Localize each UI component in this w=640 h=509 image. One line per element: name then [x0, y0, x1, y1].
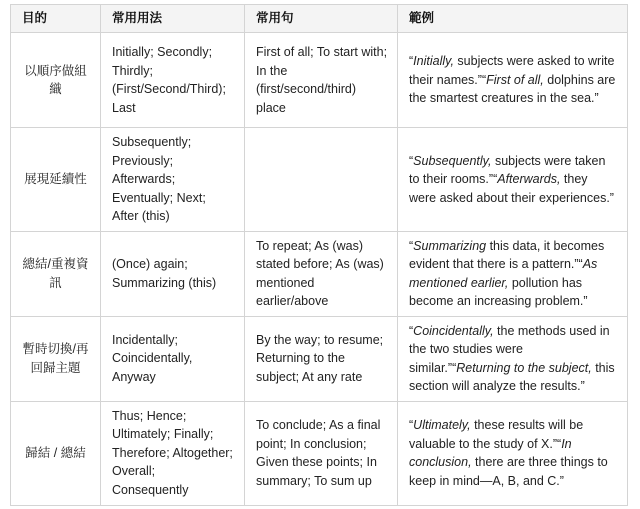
usage-line: Incidentally;: [112, 332, 179, 347]
phrases-cell: [245, 128, 398, 232]
example-emphasis: Afterwards,: [497, 172, 561, 186]
example-cell: “Ultimately, these results will be valuable to the study of X.”“In conclusion, there are three things to keep in mind—A, B, and C.”: [398, 401, 628, 505]
table-row: [11, 33, 628, 128]
usage-line: (Once) again;: [112, 257, 188, 271]
example-emphasis: Returning to the subject,: [456, 360, 592, 375]
phrases-cell: To repeat; As (was) stated before; As (was) mentioned earlier/above: [245, 231, 398, 316]
purpose-cell: 暫時切換/再回歸主題: [11, 316, 101, 401]
table-row: [11, 231, 628, 316]
example-emphasis: Summarizing: [413, 238, 487, 253]
example-cell: “Initially, subjects were asked to write their names.”“First of all, dolphins are the smartest creatures in the sea.”: [398, 33, 628, 128]
usage-cell: [101, 231, 245, 316]
header-usage: 常用用法: [101, 5, 245, 33]
usage-line: Afterwards;: [112, 172, 176, 186]
usage-line: Thirdly;: [112, 63, 153, 78]
purpose-cell: 歸結 / 總結: [11, 401, 101, 505]
transition-words-table: [10, 4, 628, 506]
usage-line: (First/Second/Third);: [112, 82, 226, 96]
header-phrases: 常用句: [245, 5, 398, 33]
example-cell: “Coincidentally, the methods used in the two studies were similar.”“Returning to the subject, this section will analyze the results.”: [398, 316, 628, 401]
purpose-cell: 展現延續性: [11, 128, 101, 232]
usage-line: Thus; Hence;: [112, 408, 187, 423]
example-emphasis: Subsequently,: [413, 153, 492, 168]
phrases-cell: First of all; To start with; In the (first/second/third) place: [245, 33, 398, 128]
usage-line: Consequently: [112, 482, 189, 497]
table-row: [11, 128, 628, 232]
header-row: [11, 5, 628, 33]
header-purpose: 目的: [11, 5, 101, 33]
example-emphasis: First of all,: [486, 72, 544, 87]
usage-line: Ultimately; Finally;: [112, 427, 214, 442]
example-emphasis: Coincidentally,: [413, 323, 494, 338]
example-cell: “Summarizing this data, it becomes evident that there is a pattern.”“As mentioned earlier, pollution has become an increasing problem.”: [398, 231, 628, 316]
usage-line: Eventually; Next;: [112, 190, 206, 205]
purpose-cell: 總結/重複資訊: [11, 231, 101, 316]
usage-line: Anyway: [112, 369, 156, 384]
usage-cell: [101, 316, 245, 401]
usage-line: Initially; Secondly;: [112, 45, 213, 59]
header-example: 範例: [398, 5, 628, 33]
purpose-cell: 以順序做組織: [11, 33, 101, 128]
usage-line: Subsequently;: [112, 135, 192, 149]
usage-line: Therefore; Altogether;: [112, 445, 233, 460]
usage-line: Coincidentally,: [112, 351, 193, 366]
example-emphasis: Ultimately,: [413, 418, 471, 432]
usage-line: Previously;: [112, 153, 174, 168]
usage-cell: [101, 401, 245, 505]
usage-line: Last: [112, 100, 136, 115]
usage-line: After (this): [112, 209, 170, 223]
phrases-cell: To conclude; As a final point; In conclusion; Given these points; In summary; To sum up: [245, 401, 398, 505]
usage-line: Overall;: [112, 464, 156, 479]
table-row: [11, 316, 628, 401]
usage-cell: [101, 33, 245, 128]
example-emphasis: As mentioned earlier,: [409, 257, 598, 290]
example-cell: “Subsequently, subjects were taken to their rooms.”“Afterwards, they were asked about their experiences.”: [398, 128, 628, 232]
example-emphasis: In conclusion,: [409, 436, 572, 469]
example-emphasis: Initially,: [413, 54, 454, 69]
table-row: [11, 401, 628, 505]
table-container: [10, 4, 627, 506]
phrases-cell: By the way; to resume; Returning to the subject; At any rate: [245, 316, 398, 401]
usage-line: Summarizing (this): [112, 275, 217, 290]
usage-cell: [101, 128, 245, 232]
